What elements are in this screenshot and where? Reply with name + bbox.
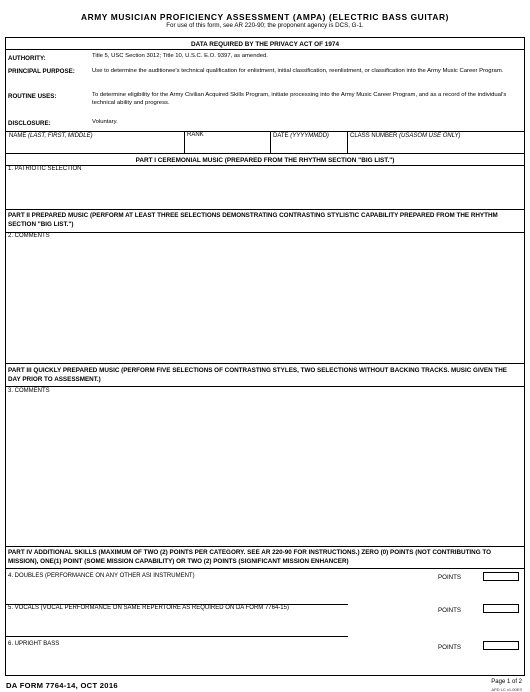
- authority-label: AUTHORITY:: [8, 55, 46, 62]
- name-field[interactable]: [6, 131, 184, 153]
- form-body: [5, 37, 525, 676]
- divider: [6, 153, 524, 154]
- routine-uses-text: To determine eligibility for the Army Civilian Acquired Skills Program, initiate processing into the Army Music Career Program, and as a record of the individual's technical ability and progress.: [92, 92, 507, 106]
- page-number: Page 1 of 2: [491, 679, 522, 685]
- part2-heading: PART II PREPARED MUSIC (PERFORM AT LEAST THREE SELECTIONS DEMONSTRATING CONTRASTING STYLISTIC CAPABILITY PREPARED FROM THE RHYTHM SECTION "BIG LIST."): [8, 212, 498, 228]
- class-number-field[interactable]: [347, 131, 524, 153]
- vocals-points-input[interactable]: [483, 604, 519, 613]
- apd-version: APD LC v1.00ES: [491, 687, 522, 692]
- disclosure-label: DISCLOSURE:: [8, 120, 51, 127]
- upright-bass-label: 6. UPRIGHT BASS: [8, 641, 60, 647]
- form-title: ARMY MUSICIAN PROFICIENCY ASSESSMENT (AMPA) (ELECTRIC BASS GUITAR): [80, 12, 450, 22]
- authority-text: Title 5, USC Section 3012; Title 10, U.S.C. E.O. 9397, as amended.: [92, 53, 268, 59]
- purpose-label: PRINCIPAL PURPOSE:: [8, 68, 75, 75]
- date-field[interactable]: [270, 131, 347, 153]
- divider: [6, 363, 524, 364]
- divider: [6, 636, 348, 637]
- class-number-label: CLASS NUMBER (USASOM USE ONLY): [350, 133, 461, 139]
- name-label: NAME (LAST, FIRST, MIDDLE): [9, 133, 93, 139]
- vocals-label: 5. VOCALS (VOCAL PERFORMANCE ON SAME REPERTOIRE AS REQUIRED ON DA FORM 7764-15): [8, 605, 289, 611]
- purpose-text: Use to determine the auditionee's technical qualification for enlistment, initial classification, reenlistment, or classification into the Army Music Career Program.: [92, 68, 504, 74]
- privacy-heading: DATA REQUIRED BY THE PRIVACY ACT OF 1974: [190, 41, 340, 48]
- part2-comments-label: 2. COMMENTS: [8, 233, 50, 239]
- patriotic-selection-field[interactable]: [6, 165, 524, 209]
- part3-comments-label: 3. COMMENTS: [8, 388, 50, 394]
- doubles-label: 4. DOUBLES (PERFORMANCE ON ANY OTHER ASI INSTRUMENT): [8, 573, 195, 579]
- divider: [6, 49, 524, 50]
- part2-comments-field[interactable]: [6, 232, 524, 363]
- rank-label: RANK: [187, 132, 204, 138]
- date-label: DATE (YYYYMMDD): [273, 133, 329, 139]
- rank-field[interactable]: [184, 131, 270, 153]
- part1-heading: PART I CEREMONIAL MUSIC (PREPARED FROM THE RHYTHM SECTION "BIG LIST."): [135, 157, 395, 164]
- part4-heading: PART IV ADDITIONAL SKILLS (MAXIMUM OF TWO (2) POINTS PER CATEGORY. SEE AR 220-90 FOR INSTRUCTIONS.) ZERO (0) POINTS (NOT CONTRIBUTING TO MISSION), ONE(1) POINT (SOME MISSION CAPABILITY) OR TWO (2) POINTS (SIGNIFICANT MISSION ENHANCER): [8, 549, 492, 565]
- patriotic-selection-label: 1. PATRIOTIC SELECTION: [8, 166, 82, 172]
- divider: [6, 209, 524, 210]
- upright-bass-points-label: POINTS: [438, 644, 462, 651]
- upright-bass-points-input[interactable]: [483, 641, 519, 650]
- doubles-points-input[interactable]: [483, 572, 519, 581]
- divider: [6, 546, 524, 547]
- divider: [6, 568, 524, 569]
- routine-uses-label: ROUTINE USES:: [8, 93, 57, 100]
- part3-heading: PART III QUICKLY PREPARED MUSIC (PERFORM FIVE SELECTIONS OF CONTRASTING STYLES, TWO SELECTIONS WITHOUT BACKING TRACKS. MUSIC GIVEN THE DAY PRIOR TO ASSESSMENT.): [8, 367, 507, 383]
- form-id: DA FORM 7764-14, OCT 2016: [6, 681, 118, 690]
- part3-comments-field[interactable]: [6, 386, 524, 546]
- doubles-points-label: POINTS: [438, 574, 462, 581]
- vocals-points-label: POINTS: [438, 607, 462, 614]
- disclosure-text: Voluntary.: [92, 119, 118, 125]
- form-subtitle: For use of this form, see AR 220-90; the proponent agency is DCS, G-1.: [166, 22, 364, 29]
